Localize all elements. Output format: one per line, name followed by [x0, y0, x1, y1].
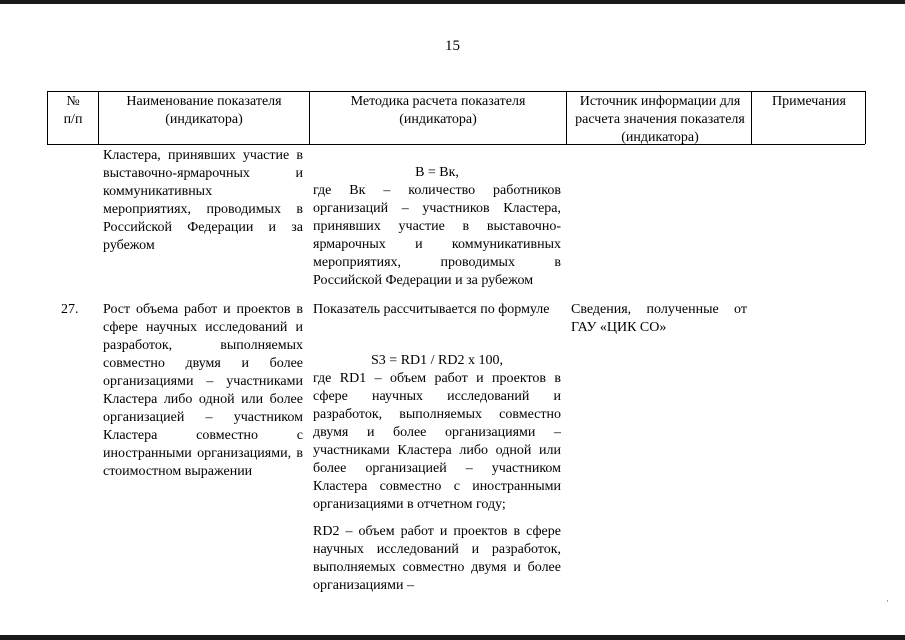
- row-indicator-name: Рост объема работ и проектов в сфере научных исследований и разработок, выполняемых совместно двумя и более организациями – участниками Кластера либо одной или более организацией – участником Кластера совместно с иностранными организациями, в стоимостном выражении: [103, 302, 303, 479]
- header-method: Методика расчета показателя (индикатора): [350, 94, 526, 127]
- header-indicator-name: Наименование показателя (индикатора): [126, 94, 282, 127]
- header-notes: Примечания: [771, 94, 846, 109]
- column-divider: [98, 91, 99, 144]
- row-number: 27.: [61, 302, 79, 317]
- continued-method-text: где Вк – количество работников организаций – участников Кластера, принявших участие в выставочно-ярмарочных и коммуникативных мероприятиях, проводимых в Российской Федерации и за рубежом: [313, 183, 561, 288]
- header-number: № п/п: [63, 94, 83, 127]
- continued-formula: В = Вк,: [415, 165, 459, 180]
- scan-speck: ·: [886, 596, 889, 606]
- header-source: Источник информации для расчета значения показателя (индикатора): [575, 94, 745, 145]
- page-number: 15: [445, 38, 460, 54]
- column-divider: [309, 91, 310, 144]
- column-divider: [751, 91, 752, 144]
- scan-edge-top: [0, 0, 905, 4]
- table-top-border: [47, 91, 865, 92]
- column-divider: [566, 91, 567, 144]
- scan-edge-bottom: [0, 635, 905, 640]
- column-divider: [865, 91, 866, 144]
- method-rd2-definition: RD2 – объем работ и проектов в сфере научных исследований и разработок, выполняемых совместно двумя и более организациями –: [313, 524, 561, 593]
- information-source: Сведения, полученные от ГАУ «ЦИК СО»: [571, 302, 747, 335]
- method-rd1-definition: где RD1 – объем работ и проектов в сфере научных исследований и разработок, выполняемых совместно двумя и более организациями – участниками Кластера либо одной или более организацией – участником Кластера совместно с иностранными организациями в отчетном году;: [313, 371, 561, 512]
- method-formula: S3 = RD1 / RD2 x 100,: [371, 353, 503, 368]
- method-intro: Показатель рассчитывается по формуле: [313, 302, 550, 317]
- continued-indicator-name: Кластера, принявших участие в выставочно-ярмарочных и коммуникативных мероприятиях, проводимых в Российской Федерации и за рубежом: [103, 148, 303, 253]
